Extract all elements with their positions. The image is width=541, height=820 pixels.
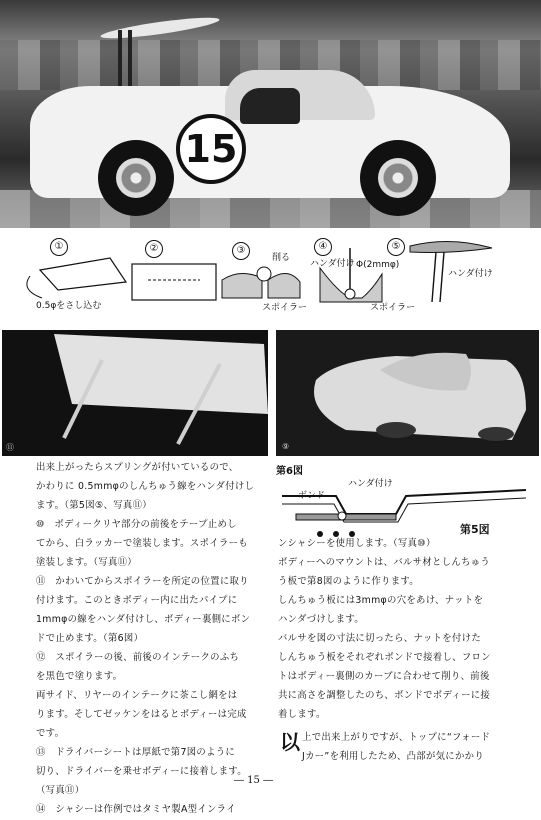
figure-5-caption: 第5図 (460, 523, 490, 536)
left-line-3: ます。（第5図⑤、写真⑪） (36, 500, 152, 511)
figure-6-solder-label: ハンダ付け (348, 479, 393, 489)
race-car-photo (0, 0, 541, 228)
car-body-shape (276, 330, 539, 456)
right-line-10: 着します。 (278, 709, 326, 720)
page-number: ― 15 ― (234, 775, 274, 786)
right-line-3: う板で第8図のように作ります。 (278, 576, 419, 587)
closing-line-2: Jカー”を利用したため、凸部が気にかかり (302, 751, 484, 762)
spoiler-shape (2, 330, 268, 456)
rear-wheel (360, 140, 436, 216)
closing-line-1: 上で出来上がりですが、トップに“フォード (302, 732, 491, 743)
label-wire-dia: Φ(2mmφ) (356, 260, 400, 270)
left-line-11: ⑫ スポイラーの後、前後のインテークのふち (36, 652, 240, 663)
figure-6-bond-label: ボンド (298, 491, 326, 501)
left-line-17: 切り、ドライバーを乗せボディーに接着します。 (36, 766, 247, 777)
photo-right-label: ⑨ (282, 442, 290, 451)
label-wire-insert: 0.5φをさし込む (36, 301, 102, 311)
left-line-18: （写真⑪） (36, 785, 85, 796)
right-line-1: ンシャシーを使用します。（写真⑩） (278, 538, 436, 549)
drop-cap: 以 (280, 730, 300, 754)
left-line-1: 出来上がったらスプリングが付いているので、 (36, 462, 239, 473)
figure-6-title: 第6図 (276, 466, 303, 477)
left-line-5: てから、白ラッカーで塗装します。スポイラーも (36, 538, 248, 549)
left-line-10: ドで止めます。（第6図） (36, 633, 144, 644)
front-wheel (98, 140, 174, 216)
step-4: ④ (314, 238, 332, 256)
left-line-7: ⑪ かわいてからスポイラーを所定の位置に取り (36, 576, 249, 587)
left-line-19: ⑭ シャシーは作例ではタミヤ製A型インライ (36, 804, 236, 815)
left-line-9: 1mmφの線をハンダ付けし、ボディー裏側にボン (36, 614, 251, 625)
right-line-2: ボディーへのマウントは、バルサ材としんちゅう (278, 557, 491, 568)
step-3: ③ (232, 242, 250, 260)
right-line-8: トはボディー裏側のカーブに合わせて削り、前後 (278, 671, 490, 682)
right-line-9: 共に高さを調整したのち、ボンドでボディーに接 (278, 690, 491, 701)
car-number-disc: 15 (176, 114, 246, 184)
label-cut: 削る (272, 253, 291, 263)
left-line-14: ります。そしてゼッケンをはるとボディーは完成 (36, 709, 247, 720)
left-line-13: 両サイド、リヤーのインテークに茶こし網をは (36, 690, 238, 701)
left-line-2: かわりに 0.5mmφのしんちゅう線をハンダ付けし (36, 481, 255, 492)
left-line-4: ⑩ ボディークリヤ部分の前後をテープ止めし (36, 519, 237, 530)
right-line-7: しんちゅう板をそれぞれボンドで接着し、フロン (278, 652, 491, 663)
label-solder: ハンダ付け (310, 259, 355, 269)
car-window (240, 88, 300, 124)
label-spoiler-1: スポイラー (262, 303, 308, 313)
left-line-15: です。 (36, 728, 65, 739)
left-line-6: 塗装します。（写真⑪） (36, 557, 137, 568)
photo-left-label: ⑪ (6, 443, 14, 452)
step-5: ⑤ (387, 238, 405, 256)
left-line-12: を黒色で塗ります。 (36, 671, 123, 682)
step-1: ① (50, 238, 68, 256)
right-line-5: ハンダづけします。 (278, 614, 364, 625)
left-line-16: ⑬ ドライバーシートは厚紙で第7図のように (36, 747, 236, 758)
body-photo (276, 330, 539, 456)
label-solder-2: ハンダ付け (448, 269, 493, 279)
left-line-8: 付けます。このときボディー内に出たパイプに (36, 595, 238, 606)
step-2: ② (145, 240, 163, 258)
figure-6-diagram (276, 476, 538, 542)
right-line-6: バルサを図の寸法に切ったら、ナットを付けた (278, 633, 481, 644)
label-spoiler-2: スポイラー (370, 303, 416, 313)
spoiler-photo (2, 330, 268, 456)
right-line-4: しんちゅう板には3mmφの穴をあけ、ナットを (278, 595, 484, 606)
